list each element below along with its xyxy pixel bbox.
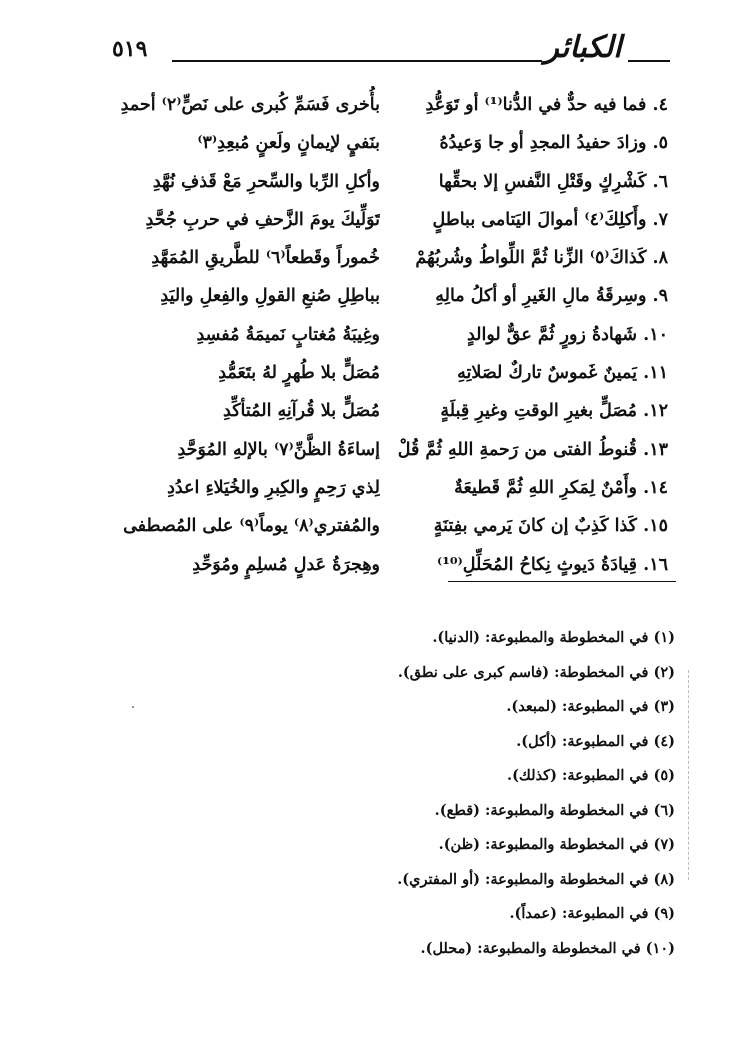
verse-12-first-hemistich: ١٢. مُصَلٍّ بغيرِ الوقتِ وغيرِ قِبلَةٍ xyxy=(440,401,668,422)
verse-10-second-hemistich: وغِيبَةُ مُغتابٍ نَميمَةُ مُفسِدِ xyxy=(196,324,380,345)
verse-8-first-hemistich: ٨. كَذاكَ⁽٥⁾ الزِّنا ثُمَّ اللِّواطُ وشُربُهُمْ xyxy=(415,248,668,269)
verse-7-second-hemistich: تَوَلِّيكَ يومَ الزَّحفِ في حربِ جُحَّدِ xyxy=(145,209,380,230)
footnote-10: (١٠) في المخطوطة والمطبوعة: (محلل). xyxy=(420,939,675,957)
verse-15-first-hemistich: ١٥. كَذا كَذِبٌ إن كانَ يَرمي بفِتنَةٍ xyxy=(433,516,668,537)
verse-16-second-hemistich: وهِجرَةُ عَدلٍ مُسلِمٍ ومُوَحِّدِ xyxy=(192,554,380,575)
verse-14-first-hemistich: ١٤. وأَمْنٌ لِمَكرِ اللهِ ثُمَّ قَطيعَةٌ xyxy=(454,477,668,498)
header-rule-right xyxy=(628,60,670,62)
footnote-3: (٣) في المطبوعة: (لمبعد). xyxy=(506,698,675,715)
verse-13-first-hemistich: ١٣. قُنوطُ الفتى من رَحمةِ اللهِ ثُمَّ قُلْ xyxy=(398,439,668,460)
verse-10-first-hemistich: ١٠. شَهادةُ زورٍ ثُمَّ عقٌّ لوالدٍ xyxy=(466,324,668,345)
verse-13-second-hemistich: إساءَةُ الظَّنِّ⁽٧⁾ بالإلهِ المُوَحَّدِ xyxy=(177,439,380,460)
page-number: ٥١٩ xyxy=(112,36,148,62)
footnote-1: (١) في المخطوطة والمطبوعة: (الدنيا). xyxy=(432,629,675,646)
footnote-2: (٢) في المخطوطة: (فاسم كبرى على نطق). xyxy=(397,663,675,681)
margin-scan-mark xyxy=(688,670,689,880)
page-header xyxy=(0,0,737,90)
verse-9-second-hemistich: بباطِلِ صُنعِ القولِ والفِعلِ واليَدِ xyxy=(160,286,380,307)
verse-4-second-hemistich: بأُخرى فَسَمِّ كُبرى على نَصٍّ⁽٢⁾ أحمدِ xyxy=(120,95,380,115)
verse-16-first-hemistich: ١٦. قِيادَةُ دَيوثٍ نِكاحُ المُحَلِّلِ⁽¹⁰⁾ xyxy=(437,554,668,575)
footnote-separator xyxy=(448,581,676,582)
poem-left-column xyxy=(108,86,380,584)
verse-4-first-hemistich: ٤. فما فيه حدٌّ في الدُّنا⁽¹⁾ أو تَوَعُّدِ xyxy=(425,95,668,115)
verse-5-second-hemistich: بنَفيٍ لإيمانٍ ولَعنٍ مُبعِدِ⁽٣⁾ xyxy=(197,133,380,154)
verse-11-second-hemistich: مُصَلٍّ بلا طُهرٍ لهُ بتَعَمُّدِ xyxy=(218,363,380,384)
verse-6-second-hemistich: وأكلِ الرِّبا والسِّحرِ مَعْ قَذفِ نُهَّدِ xyxy=(152,171,380,192)
verse-15-second-hemistich: والمُفتري⁽٨⁾ يوماً⁽٩⁾ على المُصطفى xyxy=(123,516,380,537)
poem-right-column xyxy=(398,86,668,584)
verse-11-first-hemistich: ١١. يَمينٌ غَموسٌ تاركٌ لصَلاتِهِ xyxy=(457,363,668,384)
margin-scan-dot xyxy=(132,706,134,708)
book-title: الكبائر xyxy=(544,30,622,65)
footnotes xyxy=(300,621,675,966)
verse-9-first-hemistich: ٩. وسِرقَةُ مالِ الغَيرِ أو أكلُ مالِهِ xyxy=(435,286,668,307)
verse-6-first-hemistich: ٦. كَشْرِكٍ وقَتْلِ النَّفسِ إلا بحقِّها xyxy=(438,171,668,192)
footnote-5: (٥) في المطبوعة: (كذلك). xyxy=(507,767,675,784)
verse-12-second-hemistich: مُصَلٍّ بلا قُرآنِهِ المُتأكِّدِ xyxy=(223,401,380,422)
header-rule xyxy=(172,60,542,62)
footnote-7: (٧) في المخطوطة والمطبوعة: (ظن). xyxy=(438,836,675,853)
footnote-4: (٤) في المطبوعة: (أكل). xyxy=(516,732,675,750)
verse-14-second-hemistich: لِذي رَحِمٍ والكِبرِ والخُيَلاءِ اعدُدِ xyxy=(167,477,380,498)
footnote-8: (٨) في المخطوطة والمطبوعة: (أو المفتري). xyxy=(397,870,675,888)
verse-8-second-hemistich: خُموراً وقَطعاً⁽٦⁾ للطَّريقِ المُمَهَّدِ xyxy=(151,248,380,269)
verse-5-first-hemistich: ٥. وزادَ حفيدُ المجدِ أو جا وَعيدُهُ xyxy=(439,133,668,154)
footnote-9: (٩) في المطبوعة: (عمداً). xyxy=(509,905,675,922)
footnote-6: (٦) في المخطوطة والمطبوعة: (قطع). xyxy=(434,801,675,819)
verse-7-first-hemistich: ٧. وأَكلِكَ⁽٤⁾ أموالَ اليَتامى بباطلٍ xyxy=(432,209,668,230)
